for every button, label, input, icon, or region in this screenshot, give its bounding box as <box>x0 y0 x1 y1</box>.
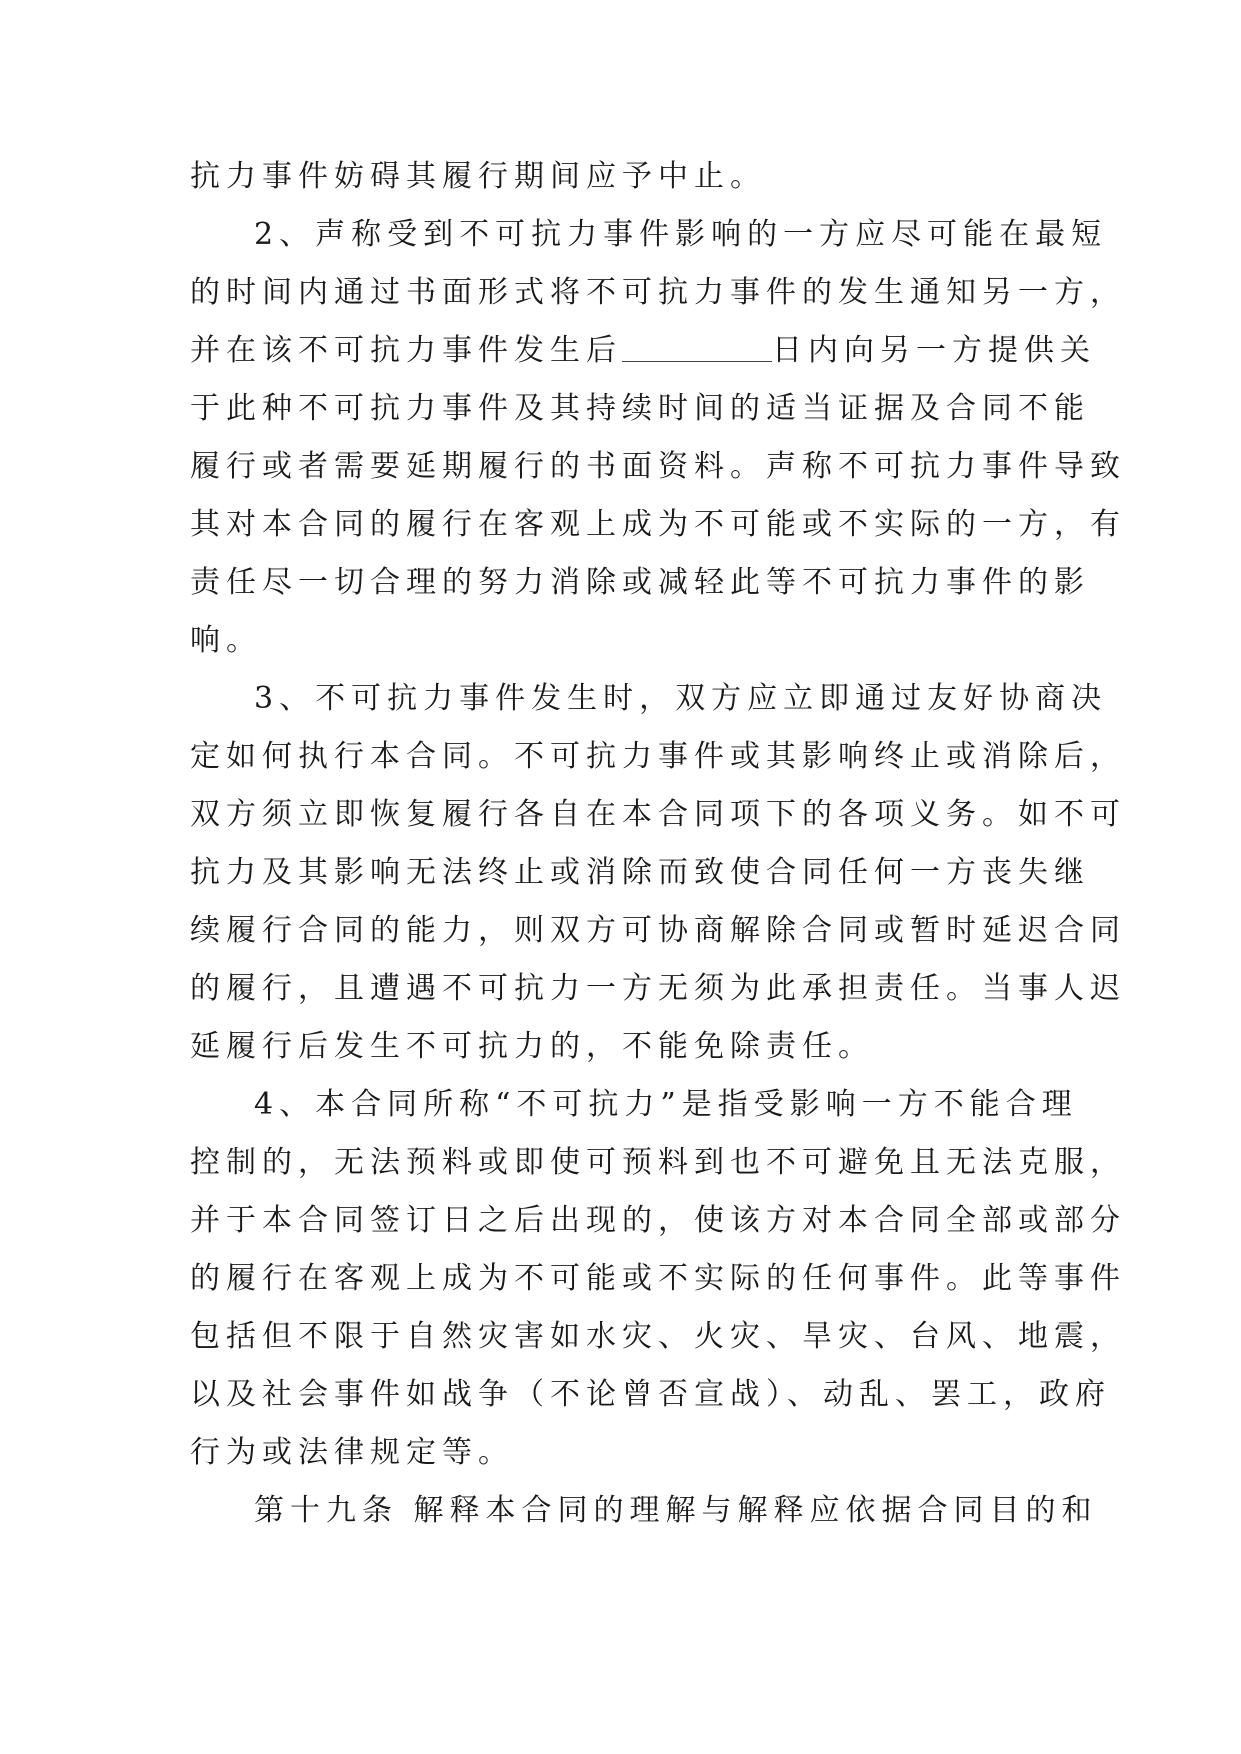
text-line: 以及社会事件如战争（不论曾否宣战）、动乱、罢工，政府 <box>190 1377 1111 1412</box>
text-line: 的履行，且遭遇不可抗力一方无须为此承担责任。当事人迟 <box>190 971 1126 1006</box>
text-line: 定如何执行本合同。不可抗力事件或其影响终止或消除后， <box>190 739 1126 774</box>
text-line: 行为或法律规定等。 <box>190 1435 514 1470</box>
text-line: 响。 <box>190 623 262 658</box>
section-heading-line: 第十九条 解释本合同的理解与解释应依据合同目的和 <box>254 1493 1098 1528</box>
document-body <box>190 148 1126 1540</box>
text-line: 4、本合同所称“不可抗力”是指受影响一方不能合理 <box>254 1087 1078 1122</box>
text-line: 的履行在客观上成为不可能或不实际的任何事件。此等事件 <box>190 1261 1126 1296</box>
text-line: 责任尽一切合理的努力消除或减轻此等不可抗力事件的影 <box>190 565 1090 600</box>
text-line: 3、不可抗力事件发生时，双方应立即通过友好协商决 <box>254 681 1108 716</box>
text-line: 包括但不限于自然灾害如水灾、火灾、旱灾、台风、地震， <box>190 1319 1126 1354</box>
text-line: 延履行后发生不可抗力的，不能免除责任。 <box>190 1029 874 1064</box>
text-segment: 日内向另一方提供关 <box>772 333 1096 368</box>
text-line: 抗力事件妨碍其履行期间应予中止。 <box>190 159 766 194</box>
text-line: 履行或者需要延期履行的书面资料。声称不可抗力事件导致 <box>190 449 1126 484</box>
text-line: 控制的，无法预料或即使可预料到也不可避免且无法克服， <box>190 1145 1126 1180</box>
text-line: 双方须立即恢复履行各自在本合同项下的各项义务。如不可 <box>190 797 1126 832</box>
text-line: 于此种不可抗力事件及其持续时间的适当证据及合同不能 <box>190 391 1090 426</box>
text-line: 其对本合同的履行在客观上成为不可能或不实际的一方，有 <box>190 507 1126 542</box>
text-line: 的时间内通过书面形式将不可抗力事件的发生通知另一方， <box>190 275 1126 310</box>
text-line: 抗力及其影响无法终止或消除而致使合同任何一方丧失继 <box>190 855 1090 890</box>
text-line: 2、声称受到不可抗力事件影响的一方应尽可能在最短 <box>254 217 1108 252</box>
text-line-with-blank <box>190 322 1096 380</box>
text-line: 并于本合同签订日之后出现的，使该方对本合同全部或部分 <box>190 1203 1126 1238</box>
fill-in-blank <box>622 331 772 362</box>
text-line: 续履行合同的能力，则双方可协商解除合同或暂时延迟合同 <box>190 913 1126 948</box>
text-segment: 并在该不可抗力事件发生后 <box>190 333 622 368</box>
